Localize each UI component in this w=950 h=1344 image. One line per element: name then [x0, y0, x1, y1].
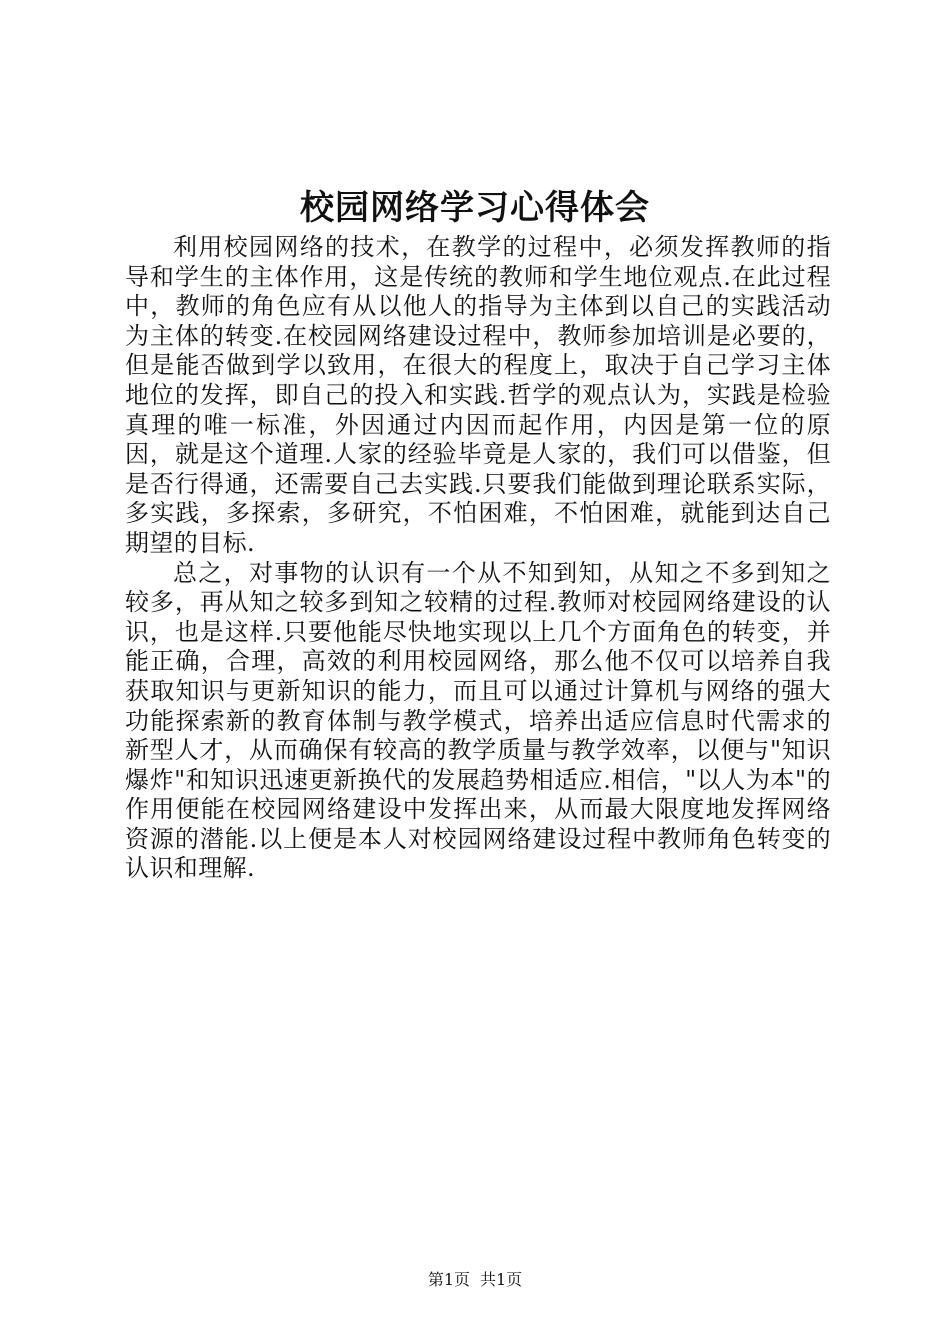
page-total: 共1页	[480, 1270, 523, 1289]
page-footer	[0, 1270, 950, 1290]
paragraph-2: 总之，对事物的认识有一个从不知到知，从知之不多到知之较多，再从知之较多到知之较精的过程.教师对校园网络建设的认识，也是这样.只要他能尽快地实现以上几个方面角色的转变，并能正确，合理，高效的利用校园网络，那么他不仅可以培养自我获取知识与更新知识的能力，而且可以通过计算机与网络的强大功能探索新的教育体制与教学模式，培养出适应信息时代需求的新型人才，从而确保有较高的教学质量与教学效率，以便与"知识爆炸"和知识迅速更新换代的发展趋势相适应.相信，"以人为本"的作用便能在校园网络建设中发挥出来，从而最大限度地发挥网络资源的潜能.以上便是本人对校园网络建设过程中教师角色转变的认识和理解.	[125, 558, 831, 883]
document-title: 校园网络学习心得体会	[300, 188, 650, 228]
page-number: 第1页	[427, 1270, 470, 1289]
document-body	[125, 233, 831, 884]
paragraph-1: 利用校园网络的技术，在教学的过程中，必须发挥教师的指导和学生的主体作用，这是传统的教师和学生地位观点.在此过程中，教师的角色应有从以他人的指导为主体到以自己的实践活动为主体的转变.在校园网络建设过程中，教师参加培训是必要的，但是能否做到学以致用，在很大的程度上，取决于自己学习主体地位的发挥，即自己的投入和实践.哲学的观点认为，实践是检验真理的唯一标准，外因通过内因而起作用，内因是第一位的原因，就是这个道理.人家的经验毕竟是人家的，我们可以借鉴，但是否行得通，还需要自己去实践.只要我们能做到理论联系实际，多实践，多探索，多研究，不怕困难，不怕困难，就能到达自己期望的目标.	[125, 233, 831, 557]
